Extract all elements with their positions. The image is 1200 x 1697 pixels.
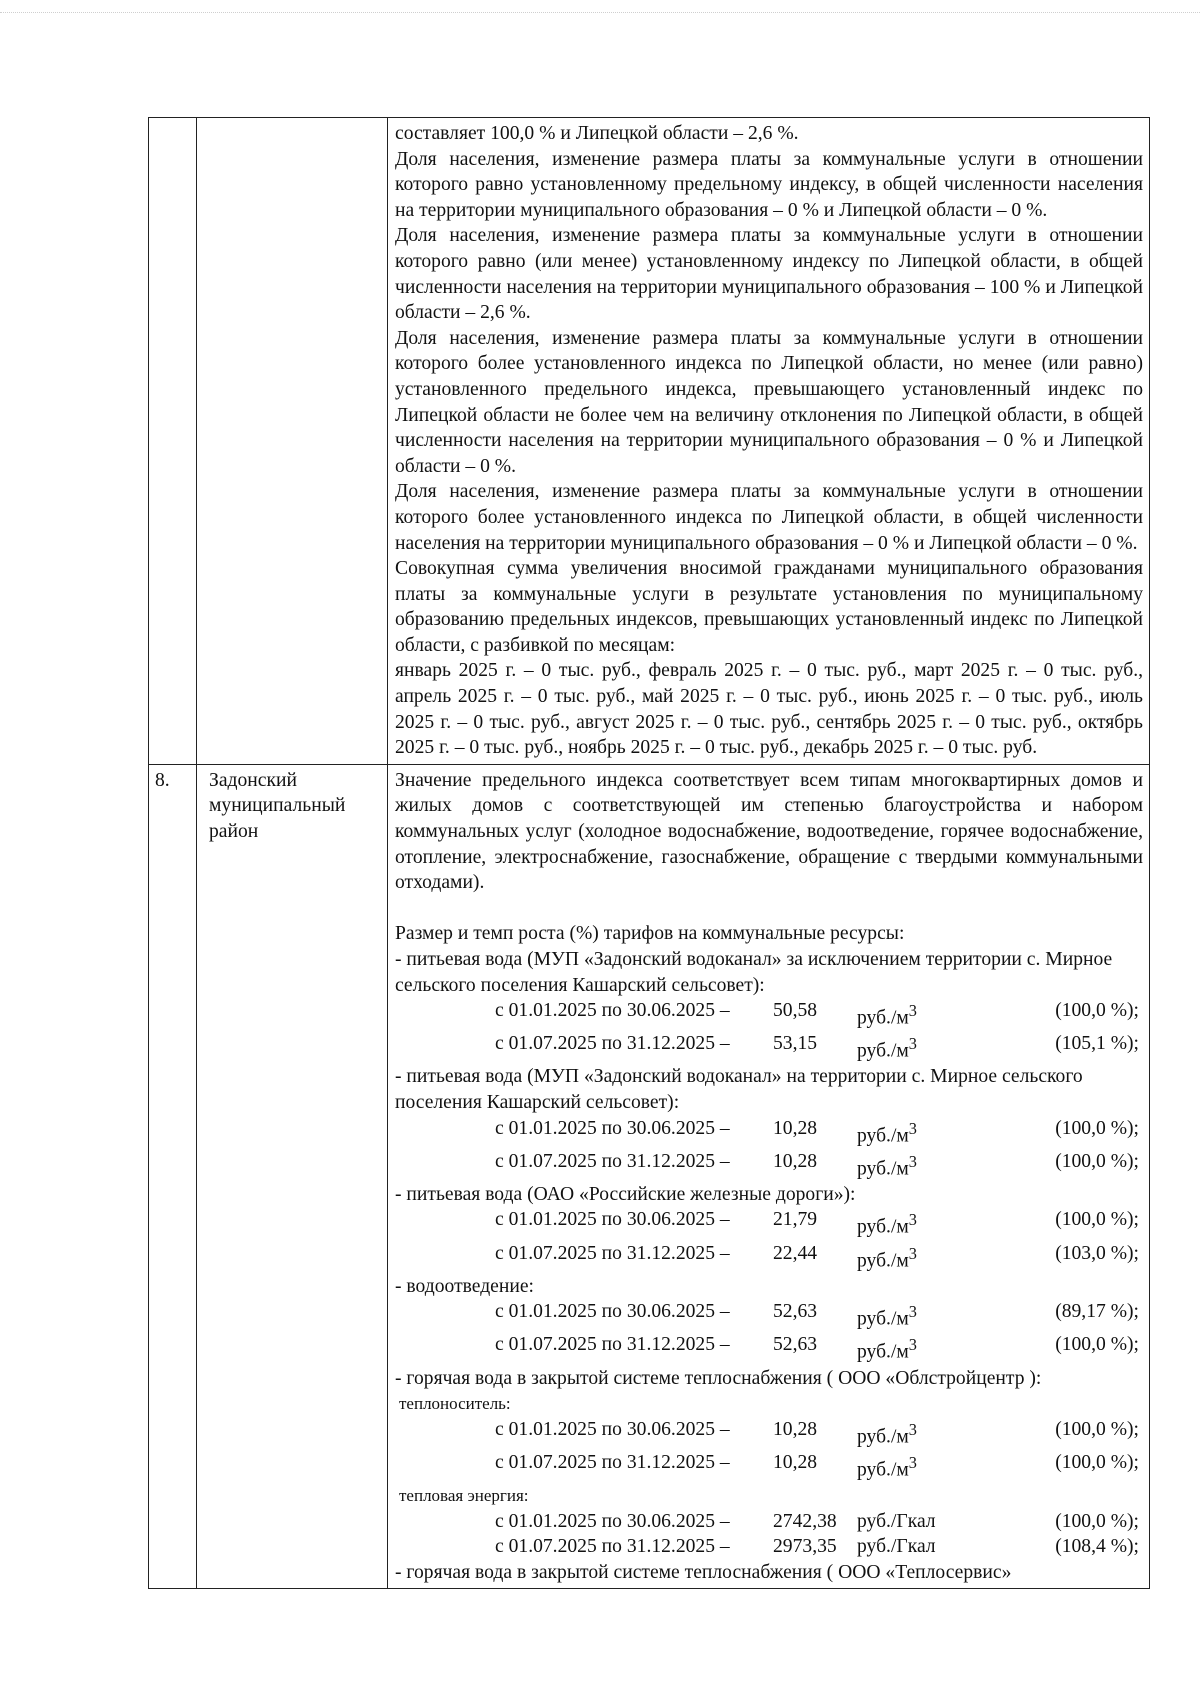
row-number-cell <box>149 118 197 765</box>
paragraph: Доля населения, изменение размера платы за коммунальные услуги в отношении которого более установленного индекса по Липецкой области, в общей численности населения на территории муниципального образования – 0 % и Липецкой области – 0 %. <box>395 481 1143 554</box>
district-cell <box>197 118 388 765</box>
tariff-subgroup-title: тепловая энергия: <box>399 1486 529 1505</box>
paragraph: составляет 100,0 % и Липецкой области – 2,6 %. <box>395 123 799 144</box>
paragraph: Доля населения, изменение размера платы за коммунальные услуги в отношении которого равно установленному предельному индексу, в общей численности населения на территории муниципального образования – 0 % и Липецкой области – 0 %. <box>395 148 1143 221</box>
paragraph: Совокупная сумма увеличения вносимой гражданами муниципального образования платы за коммунальные услуги в результате установления по муниципальному образованию предельных индексов, превышающих установленный индекс по Липецкой области, с разбивкой по месяцам: <box>395 558 1143 656</box>
paragraph: Значение предельного индекса соответствует всем типам многоквартирных домов и жилых домов с соответствующей им степенью благоустройства и набором коммунальных услуг (холодное водоснабжение, водоотведение, горячее водоснабжение, отопление, электроснабжение, газоснабжение, обращение с твердыми коммунальными отходами). <box>395 769 1143 894</box>
tariff-subgroup-title: теплоноситель: <box>399 1394 511 1414</box>
district-name: Задонский муниципальный район <box>209 769 346 843</box>
paragraph: Доля населения, изменение размера платы за коммунальные услуги в отношении которого более установленного индекса по Липецкой области, но менее (или равно) установленного предельного индекса, превышающего установленный индекс по Липецкой области не более чем на величину отклонения по Липецкой области, в общей численности населения на территории муниципального образования – 0 % и Липецкой области – 0 %. <box>395 327 1143 477</box>
tariff-rate-row: с 01.07.2025 по 31.12.2025 – 53,15 $руб./м^3$ (105,1 %); <box>495 1033 1139 1062</box>
tariff-rate-row: с 01.01.2025 по 30.06.2025 – 21,79 $руб./м^3$ (100,0 %); <box>495 1209 1139 1238</box>
content-cell <box>388 764 1150 1589</box>
tariff-rate-row: с 01.07.2025 по 31.12.2025 – 52,63 $руб./м^3$ (100,0 %); <box>495 1334 1139 1363</box>
table-row <box>149 764 1150 1589</box>
tariff-group-title: - горячая вода в закрытой системе теплоснабжения ( ООО «Теплосервис» <box>395 1561 1012 1583</box>
tariff-group-title: - водоотведение: <box>395 1275 534 1297</box>
row-number-cell <box>149 764 197 1589</box>
page-top-edge <box>0 12 1200 13</box>
paragraph: Доля населения, изменение размера платы за коммунальные услуги в отношении которого равно (или менее) установленному индексу по Липецкой области, в общей численности населения на территории муниципального образования – 100 % и Липецкой области – 2,6 %. <box>395 225 1143 324</box>
paragraph: январь 2025 г. – 0 тыс. руб., февраль 2025 г. – 0 тыс. руб., март 2025 г. – 0 тыс. руб., апрель 2025 г. – 0 тыс. руб., май 2025 г. – 0 тыс. руб., июнь 2025 г. – 0 тыс. руб., июль 2025 г. – 0 тыс. руб., август 2025 г. – 0 тыс. руб., сентябрь 2025 г. – 0 тыс. руб., октябрь 2025 г. – 0 тыс. руб., ноябрь 2025 г. – 0 тыс. руб., декабрь 2025 г. – 0 тыс. руб. <box>395 660 1143 759</box>
tariff-group-title: - питьевая вода (МУП «Задонский водоканал» за исключением территории с. Мирное сельского поселения Кашарский сельсовет): <box>395 949 1113 996</box>
district-cell <box>197 764 388 1589</box>
tariff-rate-row: с 01.07.2025 по 31.12.2025 – 10,28 $руб./м^3$ (100,0 %); <box>495 1451 1139 1481</box>
content-cell <box>388 118 1150 765</box>
tariff-group-title: - питьевая вода (ОАО «Российские железные дороги»): <box>395 1183 856 1205</box>
tariffs-heading: Размер и темп роста (%) тарифов на коммунальные ресурсы: <box>395 923 905 945</box>
tariff-group-title: - горячая вода в закрытой системе теплоснабжения ( ООО «Облстройцентр ): <box>395 1367 1042 1389</box>
tariff-rate-row: с 01.01.2025 по 30.06.2025 – 10,28 $руб./м^3$ (100,0 %); <box>495 1418 1139 1448</box>
tariff-rate-row: с 01.01.2025 по 30.06.2025 – 50,58 $руб./м^3$ (100,0 %); <box>495 1000 1139 1029</box>
tariff-rate-row: с 01.01.2025 по 30.06.2025 – 52,63 $руб./м^3$ (89,17 %); <box>495 1301 1139 1330</box>
tariff-rate-row: с 01.07.2025 по 31.12.2025 – 22,44 $руб./м^3$ (103,0 %); <box>495 1242 1139 1272</box>
tariff-rate-row: с 01.07.2025 по 31.12.2025 – 2973,35 руб./Гкал (108,4 %); <box>495 1536 1139 1558</box>
tariff-group-title: - питьевая вода (МУП «Задонский водоканал» на территории с. Мирное сельского поселения Кашарский сельсовет): <box>395 1066 1083 1114</box>
tariff-rate-row: с 01.01.2025 по 30.06.2025 – 2742,38 руб./Гкал (100,0 %); <box>495 1510 1139 1532</box>
tariff-rate-row: с 01.01.2025 по 30.06.2025 – 10,28 $руб./м^3$ (100,0 %); <box>495 1117 1139 1147</box>
row-number: 8. <box>155 769 170 791</box>
document-table <box>148 117 1150 1589</box>
tariff-rate-row: с 01.07.2025 по 31.12.2025 – 10,28 $руб./м^3$ (100,0 %); <box>495 1150 1139 1180</box>
table-row <box>149 118 1150 765</box>
